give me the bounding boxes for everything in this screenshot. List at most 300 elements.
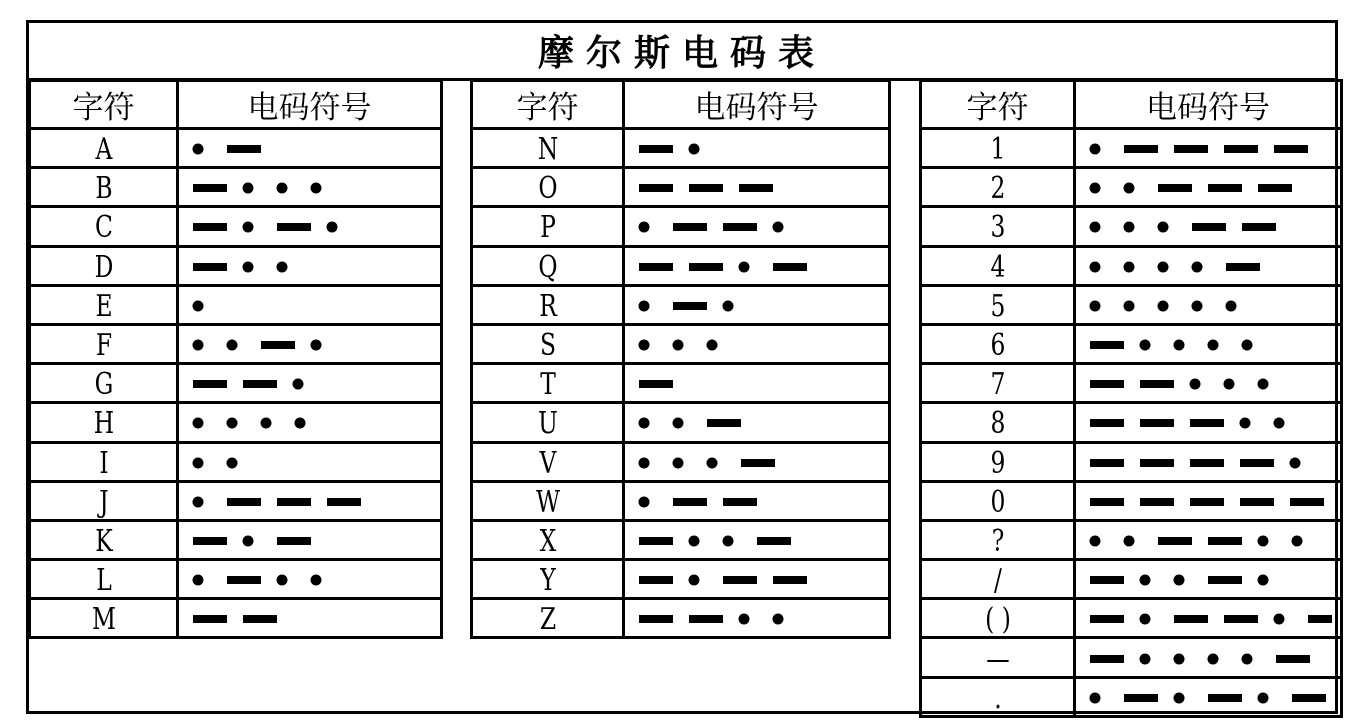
table-row xyxy=(921,168,1342,207)
char-label: J xyxy=(98,484,109,520)
morse-dash xyxy=(1140,419,1174,427)
morse-dot xyxy=(1240,418,1251,429)
morse-code-symbols xyxy=(185,130,435,166)
morse-code-symbols xyxy=(1082,404,1332,440)
morse-code-symbols xyxy=(185,600,435,636)
table-row xyxy=(30,168,442,207)
morse-code-cell xyxy=(624,560,890,599)
char-cell xyxy=(488,324,607,363)
morse-dot xyxy=(639,457,650,468)
table-row xyxy=(472,324,890,363)
morse-dot xyxy=(689,535,700,546)
morse-dot xyxy=(739,614,750,625)
morse-code-symbols xyxy=(185,287,435,323)
morse-dash xyxy=(277,537,311,545)
morse-code-symbols xyxy=(631,365,881,401)
char-cell xyxy=(488,599,607,638)
morse-dot xyxy=(277,261,288,272)
table-row xyxy=(921,520,1342,559)
morse-dash xyxy=(723,576,757,584)
morse-dot xyxy=(193,496,204,507)
morse-dot xyxy=(1274,418,1285,429)
char-cell xyxy=(937,520,1057,559)
table-row xyxy=(472,560,890,599)
char-cell xyxy=(46,520,161,559)
morse-code-cell xyxy=(624,403,890,442)
morse-dash xyxy=(277,223,311,231)
morse-dot xyxy=(1124,261,1135,272)
morse-dash xyxy=(773,263,807,271)
morse-dot xyxy=(311,575,322,586)
char-label: X xyxy=(539,523,556,559)
morse-code-symbols xyxy=(631,130,881,166)
char-label: I xyxy=(98,445,109,481)
morse-code-cell xyxy=(624,599,890,638)
morse-dot xyxy=(1140,340,1151,351)
morse-dash xyxy=(1276,655,1310,663)
char-cell xyxy=(488,403,607,442)
morse-dash xyxy=(1274,145,1308,153)
morse-dot xyxy=(1090,692,1101,703)
morse-dot xyxy=(193,418,204,429)
morse-dash xyxy=(1192,223,1226,231)
morse-dash xyxy=(689,615,723,623)
morse-dot xyxy=(277,575,288,586)
morse-code-symbols xyxy=(1082,483,1332,519)
morse-dot xyxy=(1090,183,1101,194)
morse-dot xyxy=(193,575,204,586)
table-row xyxy=(30,442,442,481)
morse-code-symbols xyxy=(185,483,435,519)
morse-code-symbols xyxy=(1082,365,1332,401)
morse-code-symbols xyxy=(631,600,881,636)
morse-dot xyxy=(311,340,322,351)
char-label: H xyxy=(93,406,114,442)
morse-dash xyxy=(1208,537,1242,545)
morse-dot xyxy=(261,418,272,429)
morse-dot xyxy=(311,183,322,194)
morse-dot xyxy=(723,300,734,311)
char-cell xyxy=(488,364,607,403)
morse-dash xyxy=(723,498,757,506)
char-cell xyxy=(46,168,161,207)
morse-dash xyxy=(1242,223,1276,231)
char-label: E xyxy=(94,288,113,324)
morse-table-digits-symbols xyxy=(919,79,1343,718)
morse-code-symbols xyxy=(1082,640,1332,676)
morse-dash xyxy=(1090,576,1124,584)
char-label: T xyxy=(539,367,556,403)
morse-table-letters-a-m xyxy=(28,79,443,639)
morse-dash xyxy=(639,615,673,623)
char-cell xyxy=(937,442,1057,481)
morse-dot xyxy=(639,496,650,507)
char-cell xyxy=(937,403,1057,442)
morse-dash xyxy=(739,184,773,192)
char-label: 8 xyxy=(990,406,1005,442)
morse-code-cell xyxy=(178,481,442,520)
morse-code-symbols xyxy=(185,169,435,205)
morse-dot xyxy=(639,300,650,311)
morse-code-cell xyxy=(1075,168,1342,207)
morse-dash xyxy=(243,615,277,623)
char-cell xyxy=(46,324,161,363)
column-header-code: 电码符号 xyxy=(178,81,442,129)
morse-code-cell xyxy=(624,481,890,520)
table-row xyxy=(472,129,890,168)
morse-dash xyxy=(277,498,311,506)
morse-dot xyxy=(773,614,784,625)
table-row xyxy=(472,285,890,324)
table-row xyxy=(472,481,890,520)
morse-dash xyxy=(1140,459,1174,467)
table-row xyxy=(472,207,890,246)
morse-dash xyxy=(1158,537,1192,545)
char-cell xyxy=(937,285,1057,324)
table-row xyxy=(472,442,890,481)
morse-dot xyxy=(1140,575,1151,586)
char-label: W xyxy=(535,484,560,520)
char-label: P xyxy=(539,210,556,246)
morse-code-cell xyxy=(178,168,442,207)
morse-code-cell xyxy=(624,129,890,168)
char-cell xyxy=(937,129,1057,168)
morse-code-symbols xyxy=(631,169,881,205)
char-label: / xyxy=(993,563,1002,599)
char-cell xyxy=(46,481,161,520)
morse-dot xyxy=(243,535,254,546)
morse-dash xyxy=(1224,145,1258,153)
char-cell xyxy=(937,560,1057,599)
morse-code-symbols xyxy=(185,326,435,362)
morse-code-cell xyxy=(178,442,442,481)
morse-code-symbols xyxy=(631,444,881,480)
morse-dot xyxy=(1242,340,1253,351)
morse-dot xyxy=(1174,653,1185,664)
morse-code-cell xyxy=(1075,403,1342,442)
morse-dash xyxy=(1090,419,1124,427)
morse-dot xyxy=(1258,692,1269,703)
morse-dash xyxy=(1190,419,1224,427)
morse-dot xyxy=(739,261,750,272)
column-header-char: 字符 xyxy=(30,81,178,129)
char-label: Q xyxy=(537,249,558,285)
morse-dot xyxy=(1190,379,1201,390)
table-row xyxy=(30,560,442,599)
morse-code-symbols xyxy=(185,248,435,284)
char-label: L xyxy=(95,563,112,599)
morse-dot xyxy=(1158,222,1169,233)
morse-dot xyxy=(1090,300,1101,311)
morse-dash xyxy=(193,223,227,231)
morse-dot xyxy=(1208,340,1219,351)
morse-code-cell xyxy=(178,599,442,638)
morse-dot xyxy=(673,340,684,351)
morse-code-cell xyxy=(1075,324,1342,363)
morse-code-cell xyxy=(178,364,442,403)
char-cell xyxy=(937,638,1057,677)
char-label: — xyxy=(985,641,1010,677)
char-cell xyxy=(937,481,1057,520)
char-cell xyxy=(488,246,607,285)
morse-dot xyxy=(1090,144,1101,155)
char-cell xyxy=(937,599,1057,638)
morse-dash xyxy=(1226,263,1260,271)
char-cell xyxy=(488,520,607,559)
morse-dash xyxy=(639,184,673,192)
morse-dot xyxy=(1158,261,1169,272)
morse-dot xyxy=(243,222,254,233)
morse-dot xyxy=(1242,653,1253,664)
char-label: Z xyxy=(539,602,556,638)
column-header-char: 字符 xyxy=(921,81,1075,129)
morse-dash xyxy=(1258,184,1292,192)
morse-dash xyxy=(1090,498,1124,506)
morse-dot xyxy=(1140,614,1151,625)
morse-dash xyxy=(639,145,673,153)
morse-dot xyxy=(193,457,204,468)
morse-dot xyxy=(193,300,204,311)
morse-code-symbols xyxy=(1082,208,1332,244)
morse-dash xyxy=(639,576,673,584)
morse-dash xyxy=(1208,576,1242,584)
morse-code-cell xyxy=(178,207,442,246)
table-row xyxy=(472,168,890,207)
morse-code-cell xyxy=(624,207,890,246)
morse-code-cell xyxy=(1075,129,1342,168)
morse-dash xyxy=(227,145,261,153)
morse-dot xyxy=(1090,261,1101,272)
char-label: 7 xyxy=(990,367,1005,403)
char-label: O xyxy=(537,171,558,207)
char-cell xyxy=(937,168,1057,207)
morse-dot xyxy=(673,457,684,468)
char-label: A xyxy=(95,132,112,168)
table-row xyxy=(30,520,442,559)
table-row xyxy=(472,403,890,442)
morse-code-cell xyxy=(1075,481,1342,520)
char-label: R xyxy=(538,288,557,324)
char-label: C xyxy=(94,210,113,246)
char-cell xyxy=(937,324,1057,363)
morse-dot xyxy=(1124,535,1135,546)
morse-code-symbols xyxy=(631,522,881,558)
morse-dash xyxy=(1174,615,1208,623)
morse-code-symbols xyxy=(185,522,435,558)
morse-dash xyxy=(1208,694,1242,702)
char-label: 1 xyxy=(990,132,1005,168)
morse-dash xyxy=(673,223,707,231)
morse-dash xyxy=(673,302,707,310)
char-cell xyxy=(46,285,161,324)
table-row xyxy=(472,599,890,638)
morse-code-symbols xyxy=(631,326,881,362)
table-row xyxy=(921,560,1342,599)
morse-code-symbols xyxy=(1082,287,1332,323)
morse-dash xyxy=(1124,694,1158,702)
morse-code-symbols xyxy=(185,208,435,244)
morse-dot xyxy=(243,261,254,272)
morse-dash xyxy=(707,419,741,427)
char-label: 4 xyxy=(990,249,1005,285)
morse-dash xyxy=(243,380,277,388)
char-label: 3 xyxy=(990,210,1005,246)
morse-dash xyxy=(757,537,791,545)
char-cell xyxy=(488,481,607,520)
morse-dot xyxy=(1158,300,1169,311)
morse-dot xyxy=(193,144,204,155)
char-cell xyxy=(488,285,607,324)
morse-dash xyxy=(741,459,775,467)
morse-dash xyxy=(327,498,361,506)
char-label: G xyxy=(94,367,113,403)
morse-dash xyxy=(1158,184,1192,192)
char-cell xyxy=(46,442,161,481)
morse-code-cell xyxy=(178,324,442,363)
column-header-char: 字符 xyxy=(472,81,624,129)
page-title: 摩尔斯电码表 xyxy=(537,32,826,74)
morse-dot xyxy=(1258,379,1269,390)
morse-code-cell xyxy=(1075,599,1342,638)
morse-dash xyxy=(1308,615,1332,623)
morse-dot xyxy=(227,340,238,351)
morse-dot xyxy=(1258,535,1269,546)
char-cell xyxy=(46,364,161,403)
morse-dot xyxy=(1208,653,1219,664)
morse-dash xyxy=(1292,694,1326,702)
morse-code-cell xyxy=(1075,677,1342,716)
table-row xyxy=(472,246,890,285)
morse-dot xyxy=(1090,222,1101,233)
table-row xyxy=(921,677,1342,716)
char-label: . xyxy=(993,680,1002,716)
morse-dot xyxy=(689,575,700,586)
morse-code-cell xyxy=(624,442,890,481)
morse-dash xyxy=(1090,380,1124,388)
morse-code-symbols xyxy=(185,561,435,597)
char-cell xyxy=(937,207,1057,246)
morse-dot xyxy=(193,340,204,351)
morse-dash xyxy=(1290,498,1324,506)
morse-dot xyxy=(1290,457,1301,468)
char-label: 5 xyxy=(990,288,1005,324)
morse-dash xyxy=(639,380,673,388)
table-row xyxy=(921,403,1342,442)
morse-dot xyxy=(1140,653,1151,664)
table-row xyxy=(921,246,1342,285)
morse-dot xyxy=(1292,535,1303,546)
morse-dot xyxy=(639,418,650,429)
morse-dash xyxy=(1208,184,1242,192)
char-label: Y xyxy=(539,563,556,599)
morse-dash xyxy=(723,223,757,231)
morse-code-cell xyxy=(624,324,890,363)
morse-dot xyxy=(773,222,784,233)
morse-dash xyxy=(639,263,673,271)
char-label: ( ) xyxy=(984,602,1011,638)
table-row xyxy=(30,129,442,168)
table-row xyxy=(921,599,1342,638)
char-cell xyxy=(488,207,607,246)
char-label: K xyxy=(94,523,113,559)
morse-code-cell xyxy=(1075,638,1342,677)
morse-code-symbols xyxy=(1082,130,1332,166)
table-row xyxy=(30,285,442,324)
char-label: F xyxy=(95,328,112,364)
morse-dot xyxy=(639,340,650,351)
morse-dot xyxy=(1258,575,1269,586)
morse-code-cell xyxy=(624,168,890,207)
morse-dash xyxy=(1190,459,1224,467)
table-row xyxy=(30,599,442,638)
char-label: 2 xyxy=(990,171,1005,207)
table-row xyxy=(30,246,442,285)
table-row xyxy=(921,638,1342,677)
morse-dot xyxy=(1124,183,1135,194)
table-header-row xyxy=(921,81,1342,129)
morse-code-symbols xyxy=(631,561,881,597)
table-row xyxy=(921,324,1342,363)
morse-dot xyxy=(689,144,700,155)
morse-table-letters-n-z xyxy=(470,79,891,639)
morse-code-symbols xyxy=(1082,679,1332,715)
char-label: M xyxy=(91,602,116,638)
morse-code-cell xyxy=(178,285,442,324)
table-row xyxy=(472,520,890,559)
char-cell xyxy=(937,364,1057,403)
morse-code-symbols xyxy=(1082,248,1332,284)
char-cell xyxy=(488,442,607,481)
morse-code-symbols xyxy=(631,404,881,440)
morse-dot xyxy=(1124,222,1135,233)
column-header-code: 电码符号 xyxy=(1075,81,1342,129)
char-cell xyxy=(46,129,161,168)
morse-dot xyxy=(1090,535,1101,546)
morse-dash xyxy=(1224,615,1258,623)
morse-code-cell xyxy=(624,364,890,403)
char-cell xyxy=(488,168,607,207)
morse-code-symbols xyxy=(1082,169,1332,205)
morse-code-cell xyxy=(1075,442,1342,481)
morse-code-symbols xyxy=(631,248,881,284)
char-label: 0 xyxy=(990,484,1005,520)
morse-dot xyxy=(1192,300,1203,311)
morse-dot xyxy=(277,183,288,194)
morse-code-symbols xyxy=(185,404,435,440)
char-label: V xyxy=(539,445,556,481)
morse-dash xyxy=(193,380,227,388)
char-cell xyxy=(46,599,161,638)
morse-dash xyxy=(1240,498,1274,506)
char-label: B xyxy=(94,171,113,207)
morse-dot xyxy=(1192,261,1203,272)
morse-code-symbols xyxy=(1082,444,1332,480)
table-row xyxy=(30,324,442,363)
morse-dash xyxy=(773,576,807,584)
morse-dot xyxy=(327,222,338,233)
morse-code-cell xyxy=(624,285,890,324)
morse-code-symbols xyxy=(1082,561,1332,597)
char-cell xyxy=(46,560,161,599)
morse-dot xyxy=(1174,340,1185,351)
morse-code-cell xyxy=(624,520,890,559)
char-label: U xyxy=(537,406,558,442)
char-label: D xyxy=(94,249,113,285)
morse-dash xyxy=(689,263,723,271)
morse-dash xyxy=(1090,341,1124,349)
morse-dash xyxy=(1140,498,1174,506)
table-row xyxy=(921,442,1342,481)
